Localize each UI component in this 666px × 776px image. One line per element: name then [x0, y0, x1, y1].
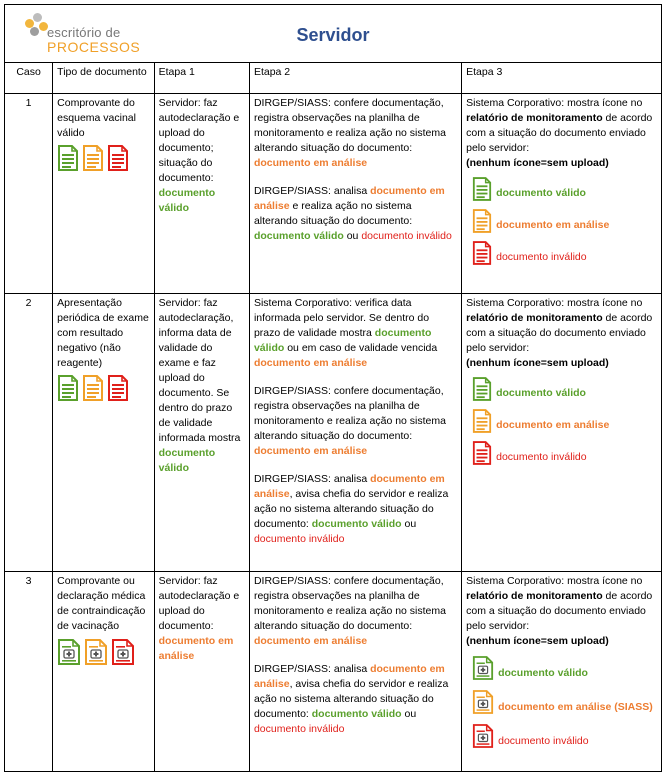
- status-invalid: documento inválido: [253, 533, 345, 545]
- status-legend: [466, 177, 657, 265]
- status-analysis: documento em análise: [253, 635, 368, 647]
- legend-invalid: [466, 441, 657, 465]
- status-legend: [466, 377, 657, 465]
- document-analysis-icon: [82, 145, 104, 171]
- status-analysis: documento em análise: [253, 663, 445, 690]
- etapa2-text: DIRGEP/SIASS: analisa: [253, 663, 368, 675]
- etapa3-text-bold: relatório de monitoramento: [466, 112, 603, 124]
- medical-document-valid-icon: [57, 638, 81, 666]
- etapa3-text: de acordo com a situação do documento enviado pelo servidor:: [466, 312, 653, 354]
- etapa2-text: ou: [346, 230, 359, 242]
- status-analysis: documento em análise: [253, 473, 445, 500]
- etapa1-cell: [154, 94, 249, 294]
- document-valid-icon: [472, 177, 492, 201]
- etapa2-paragraph: [254, 184, 457, 244]
- document-type-cell: [53, 94, 154, 294]
- case-number: 3: [5, 572, 53, 772]
- legend-label: documento inválido: [498, 735, 589, 747]
- etapa2-text: ou: [404, 518, 417, 530]
- legend-label: documento válido: [496, 387, 586, 399]
- document-valid-icon: [57, 145, 79, 171]
- etapa2-cell: [249, 94, 461, 294]
- document-analysis-icon: [82, 375, 104, 401]
- legend-label: documento em análise (SIASS): [498, 701, 653, 713]
- table-row: [5, 294, 662, 572]
- etapa1-text: Servidor: faz autodeclaração e upload do documento; situação do documento:: [158, 97, 240, 184]
- logo-text-line1: escritório de: [47, 25, 121, 40]
- etapa2-paragraph: [254, 574, 457, 649]
- status-analysis: documento em análise: [253, 357, 368, 369]
- status-invalid: documento inválido: [253, 723, 345, 735]
- etapa1-text: Servidor: faz autodeclaração e upload do documento:: [158, 575, 240, 632]
- etapa3-text: de acordo com a situação do documento enviado pelo servidor:: [466, 112, 653, 154]
- process-table: [4, 62, 662, 772]
- etapa2-text: DIRGEP/SIASS: confere documentação, registra observações na planilha de monitoramento e realiza ação no sistema alterando situação do documento:: [253, 575, 446, 632]
- etapa3-text-bold: relatório de monitoramento: [466, 312, 603, 324]
- legend-label: documento válido: [498, 667, 588, 679]
- legend-label: documento em análise: [496, 219, 610, 231]
- etapa2-text: DIRGEP/SIASS: analisa: [253, 473, 368, 485]
- etapa3-cell: [462, 94, 662, 294]
- etapa3-text: Sistema Corporativo: mostra ícone no: [466, 97, 643, 109]
- column-header-etapa1: Etapa 1: [154, 63, 249, 94]
- etapa2-cell: [249, 572, 461, 772]
- etapa2-text: e realiza ação no sistema alterando situação do documento:: [253, 200, 413, 227]
- status-analysis: documento em análise: [253, 185, 445, 212]
- medical-document-analysis-icon: [84, 638, 108, 666]
- case-number: 2: [5, 294, 53, 572]
- medical-document-analysis-icon: [472, 689, 494, 715]
- legend-valid: [466, 177, 657, 201]
- etapa2-paragraph: [254, 384, 457, 459]
- etapa2-text: DIRGEP/SIASS: analisa: [253, 185, 368, 197]
- etapa3-text: Sistema Corporativo: mostra ícone no: [466, 575, 643, 587]
- document-analysis-icon: [472, 409, 492, 433]
- etapa2-text: ou em caso de validade vencida: [287, 342, 438, 354]
- etapa2-text: , avisa chefia do servidor e realiza ação no sistema alterando situação do documento:: [253, 678, 449, 720]
- document-type-cell: [53, 294, 154, 572]
- legend-analysis: [466, 209, 657, 233]
- etapa2-paragraph: [254, 472, 457, 547]
- status-icons: [57, 375, 149, 401]
- no-icon-note: (nenhum ícone=sem upload): [466, 157, 609, 169]
- no-icon-note: (nenhum ícone=sem upload): [466, 357, 609, 369]
- status-invalid: documento inválido: [361, 230, 452, 242]
- legend-invalid: [466, 723, 657, 749]
- logo-text-line2: PROCESSOS: [47, 39, 141, 55]
- etapa2-text: , avisa chefia do servidor e realiza ação no sistema alterando situação do documento:: [253, 488, 449, 530]
- table-row: [5, 572, 662, 772]
- legend-analysis: [466, 689, 657, 715]
- document-type-label: Comprovante do esquema vacinal válido: [57, 97, 136, 139]
- etapa1-status: documento em análise: [158, 635, 234, 662]
- document-valid-icon: [57, 375, 79, 401]
- status-valid: documento válido: [311, 708, 402, 720]
- table-header-row: [5, 63, 662, 94]
- etapa3-text: de acordo com a situação do documento enviado pelo servidor:: [466, 590, 653, 632]
- etapa2-paragraph: [254, 296, 457, 371]
- etapa2-text: ou: [404, 708, 417, 720]
- status-analysis: documento em análise: [253, 445, 368, 457]
- etapa3-text: Sistema Corporativo: mostra ícone no: [466, 297, 643, 309]
- etapa2-paragraph: [254, 96, 457, 171]
- etapa2-text: DIRGEP/SIASS: confere documentação, registra observações na planilha de monitoramento e realiza ação no sistema alterando situação do documento:: [253, 385, 446, 442]
- column-header-etapa3: Etapa 3: [462, 63, 662, 94]
- case-number: 1: [5, 94, 53, 294]
- etapa1-status: documento válido: [158, 187, 216, 214]
- etapa1-cell: [154, 294, 249, 572]
- document-type-label: Apresentação periódica de exame com resultado negativo (não reagente): [57, 297, 149, 369]
- etapa2-paragraph: [254, 662, 457, 737]
- etapa1-text: Servidor: faz autodeclaração, informa data de validade do exame e faz upload do documento. Se dentro do prazo de validade informada mostra: [158, 297, 241, 444]
- etapa2-cell: [249, 294, 461, 572]
- legend-label: documento inválido: [496, 451, 587, 463]
- status-valid: documento válido: [253, 327, 432, 354]
- legend-analysis: [466, 409, 657, 433]
- document-type-label: Comprovante ou declaração médica de contraindicação de vacinação: [57, 575, 146, 632]
- status-valid: documento válido: [311, 518, 402, 530]
- table-row: [5, 94, 662, 294]
- document-invalid-icon: [472, 241, 492, 265]
- status-icons: [57, 145, 149, 171]
- document-invalid-icon: [107, 375, 129, 401]
- column-header-caso: Caso: [5, 63, 53, 94]
- etapa2-text: Sistema Corporativo: verifica data informada pelo servidor. Se dentro do prazo de validade mostra: [253, 297, 430, 339]
- document-invalid-icon: [107, 145, 129, 171]
- page: [4, 4, 662, 772]
- legend-invalid: [466, 241, 657, 265]
- legend-label: documento inválido: [496, 251, 587, 263]
- legend-valid: [466, 377, 657, 401]
- etapa1-cell: [154, 572, 249, 772]
- status-legend: [466, 655, 657, 749]
- column-header-tipo: Tipo de documento: [53, 63, 154, 94]
- header: [4, 4, 662, 62]
- no-icon-note: (nenhum ícone=sem upload): [466, 635, 609, 647]
- document-invalid-icon: [472, 441, 492, 465]
- column-header-etapa2: Etapa 2: [249, 63, 461, 94]
- legend-label: documento em análise: [496, 419, 610, 431]
- medical-document-valid-icon: [472, 655, 494, 681]
- page-title: Servidor: [296, 25, 370, 45]
- etapa2-text: DIRGEP/SIASS: confere documentação, registra observações na planilha de monitoramento e realiza ação no sistema alterando situação do documento:: [253, 97, 446, 154]
- document-type-cell: [53, 572, 154, 772]
- etapa3-cell: [462, 294, 662, 572]
- medical-document-invalid-icon: [111, 638, 135, 666]
- etapa3-cell: [462, 572, 662, 772]
- status-analysis: documento em análise: [253, 157, 368, 169]
- medical-document-invalid-icon: [472, 723, 494, 749]
- legend-valid: [466, 655, 657, 681]
- document-analysis-icon: [472, 209, 492, 233]
- legend-label: documento válido: [496, 187, 586, 199]
- status-icons: [57, 638, 149, 666]
- status-valid: documento válido: [253, 230, 344, 242]
- document-valid-icon: [472, 377, 492, 401]
- etapa3-text-bold: relatório de monitoramento: [466, 590, 603, 602]
- etapa1-status: documento válido: [158, 447, 216, 474]
